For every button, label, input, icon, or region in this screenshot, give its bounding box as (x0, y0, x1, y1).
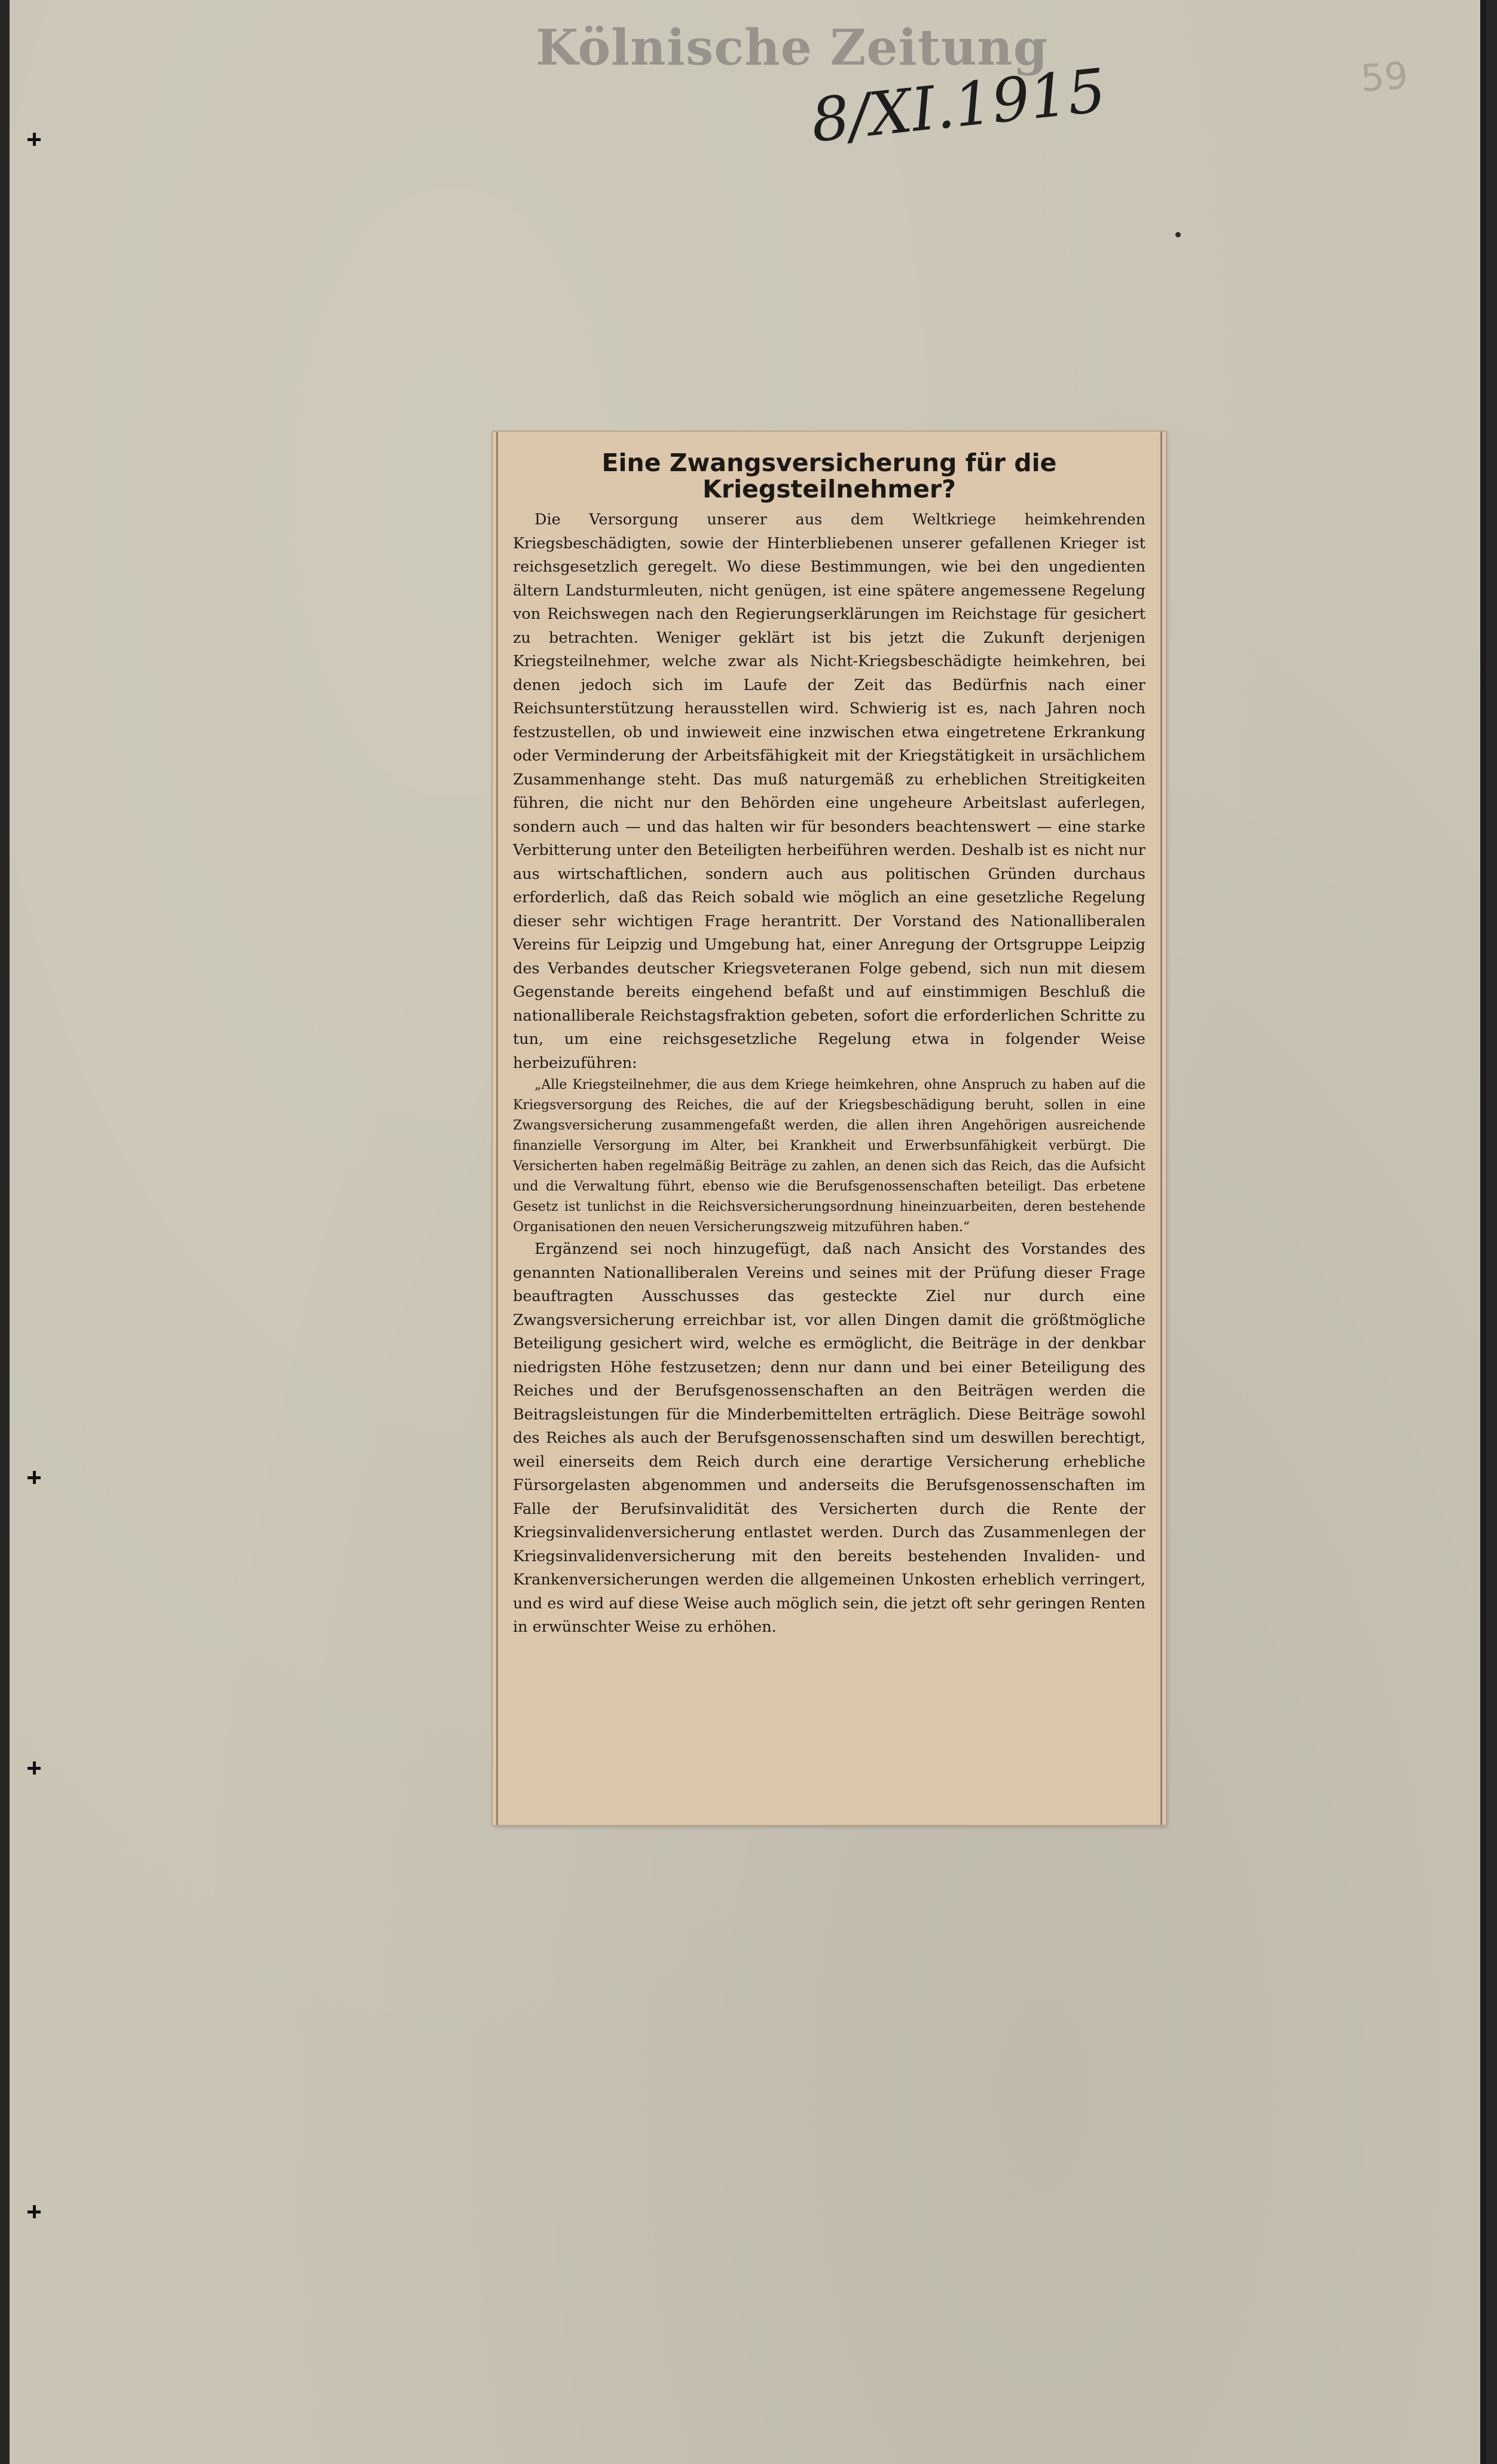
article-quote: „Alle Kriegsteilnehmer, die aus dem Kriege heimkehren, ohne Anspruch zu haben auf die Kriegsversorgung des Reiches, die auf der Kriegsbeschädigung beruht, sollen in eine Zwangsversicherung zusammengefaßt werden, die allen ihren Angehörigen ausreichende finanzielle Versorgung im Alter, bei Krankheit und Erwerbsunfähigkeit verbürgt. Die Versicherten haben regelmäßig Beiträge zu zahlen, an denen sich das Reich, das die Aufsicht und die Verwaltung führt, ebenso wie die Berufsgenossenschaften beteiligt. Das erbetene Gesetz ist tunlichst in die Reichsversicherungsordnung hineinzuarbeiten, deren bestehende Organisationen den neuen Versicherungszweig mitzuführen haben.“ (513, 1077, 1145, 1235)
punch-hole-mark (28, 133, 41, 146)
column-rule-left (496, 432, 498, 1825)
article-paragraph: Die Versorgung unserer aus dem Weltkriege heimkehrenden Kriegsbeschädigten, sowie der Hinterbliebenen unserer gefallenen Krieger ist reichsgesetzlich geregelt. Wo diese Bestimmungen, wie bei den ungedienten ältern Landsturmleuten, nicht genügen, ist eine spätere angemessene Regelung von Reichswegen nach den Regierungserklärungen im Reichstage für gesichert zu betrachten. Weniger geklärt ist bis jetzt die Zukunft derjenigen Kriegsteilnehmer, welche zwar als Nicht-Kriegsbeschädigte heimkehren, bei denen jedoch sich im Laufe der Zeit das Bedürfnis nach einer Reichsunterstützung herausstellen wird. Schwierig ist es, nach Jahren noch festzustellen, ob und inwieweit eine inzwischen etwa eingetretene Erkrankung oder Verminderung der Arbeitsfähigkeit mit der Kriegstätigkeit in ursächlichem Zusammenhange steht. Das muß naturgemäß zu erheblichen Streitigkeiten führen, die nicht nur den Behörden eine ungeheure Arbeitslast auferlegen, sondern auch — und das halten wir für besonders beachtenswert — eine starke Verbitterung unter den Beteiligten herbeiführen werden. Deshalb ist es nicht nur aus wirtschaftlichen, sondern auch aus politischen Gründen durchaus erforderlich, daß das Reich sobald wie möglich an eine gesetzliche Regelung dieser sehr wichtigen Frage herantritt. Der Vorstand des Nationalliberalen Vereins für Leipzig und Umgebung hat, einer Anregung der Ortsgruppe Leipzig des Verbandes deutscher Kriegsveteranen Folge gebend, sich nun mit diesem Gegenstande bereits eingehend befaßt und auf einstimmigen Beschluß die nationalliberale Reichstagsfraktion gebeten, sofort die erforderlichen Schritte zu tun, um eine reichsgesetzliche Regelung etwa in folgender Weise herbeizuführen: (513, 511, 1145, 1072)
column-rule-right (1160, 432, 1162, 1825)
handwritten-date: 8/XI.1915 (808, 55, 1110, 156)
punch-hole-mark (28, 1761, 41, 1775)
punch-hole-mark (28, 1471, 41, 1484)
newspaper-stamp: Kölnische Zeitung (536, 19, 1049, 77)
newspaper-clipping (493, 432, 1166, 1825)
ink-dot (1175, 232, 1181, 237)
sheet-edge-shadow (1480, 0, 1486, 2464)
article-paragraph: Ergänzend sei noch hinzugefügt, daß nach Ansicht des Vorstandes des genannten Nationalliberalen Vereins und seines mit der Prüfung dieser Frage beauftragten Ausschusses das gesteckte Ziel nur durch eine Zwangsversicherung erreichbar ist, vor allen Dingen damit die größtmögliche Beteiligung gesichert wird, welche es ermöglicht, die Beiträge in der denkbar niedrigsten Höhe festzusetzen; denn nur dann und bei einer Beteiligung des Reiches und der Berufsgenossenschaften an den Beiträgen werden die Beitragsleistungen für die Minderbemittelten erträglich. Diese Beiträge sowohl des Reiches als auch der Berufsgenossenschaften sind um deswillen berechtigt, weil einerseits dem Reich durch eine derartige Versicherung erhebliche Fürsorgelasten abgenommen und anderseits die Berufsgenossenschaften im Falle der Berufsinvalidität des Versicherten durch die Rente der Kriegsinvalidenversicherung entlastet werden. Durch das Zusammenlegen der Kriegsinvalidenversicherung mit den bereits bestehenden Invaliden- und Krankenversicherungen werden die allgemeinen Unkosten erheblich verringert, und es wird auf diese Weise auch möglich sein, die jetzt oft sehr geringen Renten in erwünschter Weise zu erhöhen. (513, 1240, 1145, 1636)
page-number: 59 (1359, 53, 1410, 100)
archive-sheet (10, 0, 1486, 2464)
article-headline: Eine Zwangsversicherung für die Kriegsteilnehmer? (601, 448, 1057, 503)
punch-hole-mark (28, 2205, 41, 2218)
